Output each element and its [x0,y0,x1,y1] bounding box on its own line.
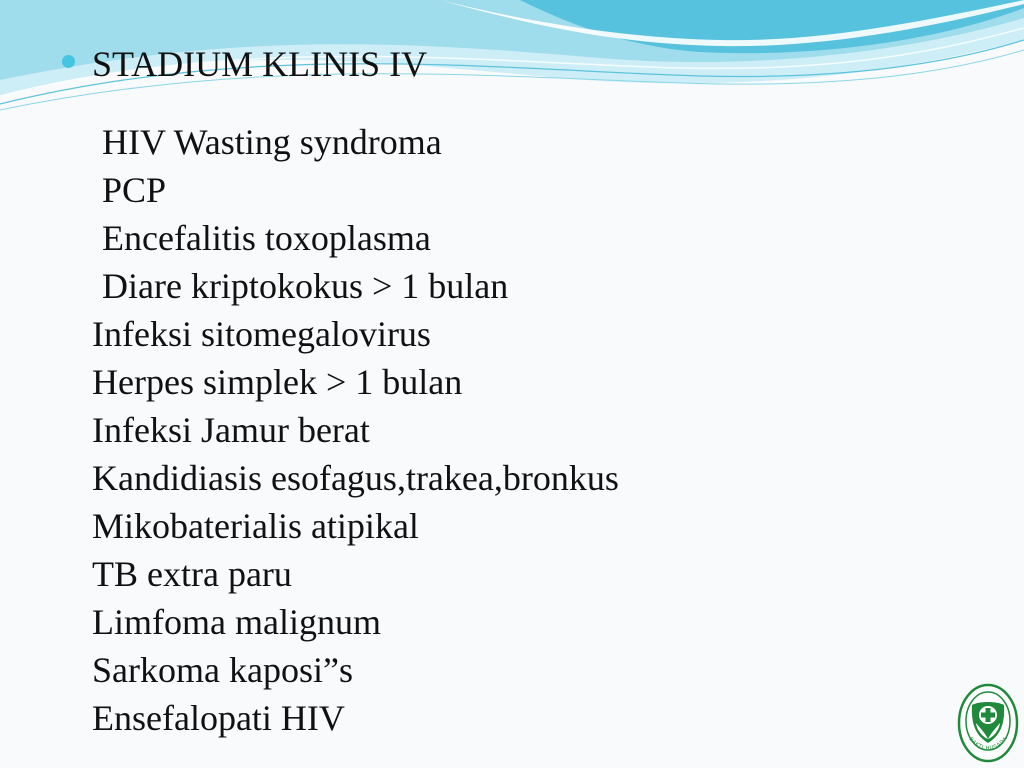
list-item: Infeksi sitomegalovirus [92,314,431,354]
slide-title: STADIUM KLINIS IV [92,44,428,84]
logo-cross-h [981,713,995,718]
list-item: HIV Wasting syndroma [102,122,442,162]
content-list [92,118,619,742]
title-row [62,42,427,86]
bakti-husada-emblem-icon [957,683,1019,763]
list-item: Sarkoma kaposi”s [92,650,353,690]
list-item: Ensefalopati HIV [92,698,345,738]
list-item: Diare kriptokokus > 1 bulan [102,266,509,306]
list-item: Infeksi Jamur berat [92,410,370,450]
list-item: PCP [102,170,167,210]
list-item: Mikobaterialis atipikal [92,506,419,546]
list-item: TB extra paru [92,554,292,594]
svg-text:BAKTI HUSADA: BAKTI HUSADA [967,735,1009,752]
list-item: Kandidiasis esofagus,trakea,bronkus [92,458,619,498]
list-item: Herpes simplek > 1 bulan [92,362,463,402]
list-item: Encefalitis toxoplasma [102,218,431,258]
list-item: Limfoma malignum [92,602,381,642]
bullet-icon [62,55,75,68]
